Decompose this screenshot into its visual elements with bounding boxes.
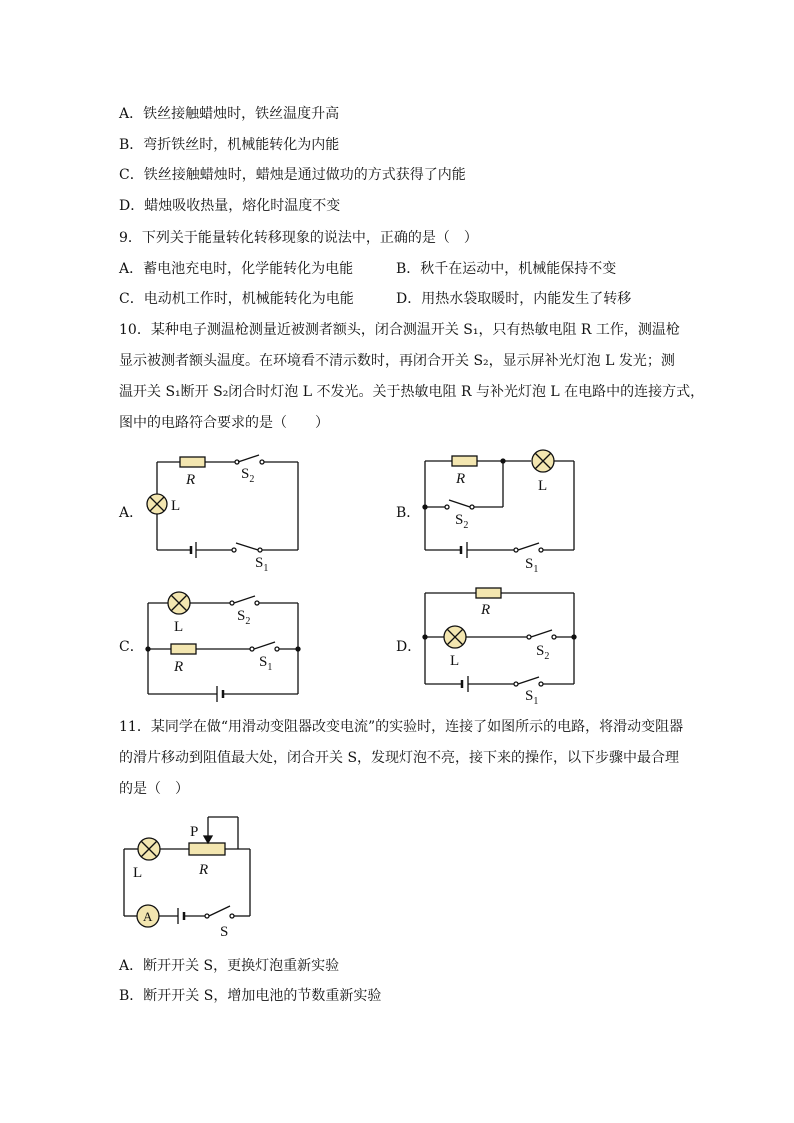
- q10-b-switch1-label: $S_1$: [525, 556, 539, 575]
- q10-b-resistor-label: R: [456, 471, 466, 487]
- q8-option-b: B．弯折铁丝时，机械能转化为内能: [119, 137, 340, 153]
- q10-option-c-label: C．: [119, 639, 144, 655]
- q10-b-lamp-label: L: [538, 478, 548, 494]
- q10-option-d-label: D．: [396, 639, 422, 655]
- q10-c-switch2-label: $S_2$: [237, 608, 251, 627]
- q10-stem-line-1: 10．某种电子测温枪测量近被测者额头，闭合测温开关 S₁，只有热敏电阻 R 工作，测温枪: [119, 322, 680, 338]
- q11-stem-line-3: 的是（ ）: [119, 781, 189, 797]
- q9-option-c: C．电动机工作时，机械能转化为电能: [119, 291, 354, 307]
- q10-d-switch1-label: $S_1$: [525, 688, 539, 707]
- q11-ammeter-label: A: [143, 909, 153, 924]
- q10-stem-line-4: 图中的电路符合要求的是（ ）: [119, 415, 329, 431]
- q10-stem-line-2: 显示被测者额头温度。在环境看不清示数时，再闭合开关 S₂，显示屏补光灯泡 L 发光；测: [119, 353, 675, 369]
- q10-d-switch2-label: $S_2$: [536, 643, 550, 662]
- q10-option-a-label: A．: [119, 505, 144, 521]
- q10-d-resistor-label: R: [481, 602, 491, 618]
- q10-a-switch2-label: $S_2$: [241, 466, 255, 485]
- q10-stem-line-3: 温开关 S₁断开 S₂闭合时灯泡 L 不发光。关于热敏电阻 R 与补光灯泡 L 在电路中的连接方式，: [119, 384, 705, 400]
- q8-option-c: C．铁丝接触蜡烛时，蜡烛是通过做功的方式获得了内能: [119, 167, 466, 183]
- q10-b-switch2-label: $S_2$: [455, 512, 469, 531]
- q10-c-switch1-label: $S_1$: [259, 654, 273, 673]
- q11-option-a: A．断开开关 S，更换灯泡重新实验: [119, 958, 340, 974]
- q11-lamp-label: L: [133, 865, 143, 881]
- q11-resistor-label: R: [199, 862, 209, 878]
- q8-option-a: A．铁丝接触蜡烛时，铁丝温度升高: [119, 106, 340, 122]
- q10-a-lamp-label: L: [171, 498, 181, 514]
- q11-stem-line-2: 的滑片移动到阻值最大处，闭合开关 S，发现灯泡不亮，接下来的操作，以下步骤中最合理: [119, 750, 680, 766]
- q9-stem: 9．下列关于能量转化转移现象的说法中，正确的是（ ）: [119, 230, 478, 246]
- q10-a-switch1-label: $S_1$: [255, 555, 269, 574]
- q11-option-b: B．断开开关 S，增加电池的节数重新实验: [119, 988, 382, 1004]
- q10-c-lamp-label: L: [174, 619, 184, 635]
- q11-stem-line-1: 11．某同学在做“用滑动变阻器改变电流”的实验时，连接了如图所示的电路，将滑动变阻器: [119, 719, 684, 735]
- q9-option-a: A．蓄电池充电时，化学能转化为电能: [119, 261, 354, 277]
- q9-option-b: B．秋千在运动中，机械能保持不变: [396, 261, 617, 277]
- q10-option-b-label: B．: [396, 505, 421, 521]
- q11-slider-label: P: [190, 824, 199, 840]
- q11-switch-label: S: [220, 924, 229, 940]
- q10-c-resistor-label: R: [174, 659, 184, 675]
- q10-a-resistor-label: R: [186, 472, 196, 488]
- q8-option-d: D．蜡烛吸收热量，熔化时温度不变: [119, 198, 341, 214]
- q10-d-lamp-label: L: [450, 653, 460, 669]
- q9-option-d: D．用热水袋取暖时，内能发生了转移: [396, 291, 632, 307]
